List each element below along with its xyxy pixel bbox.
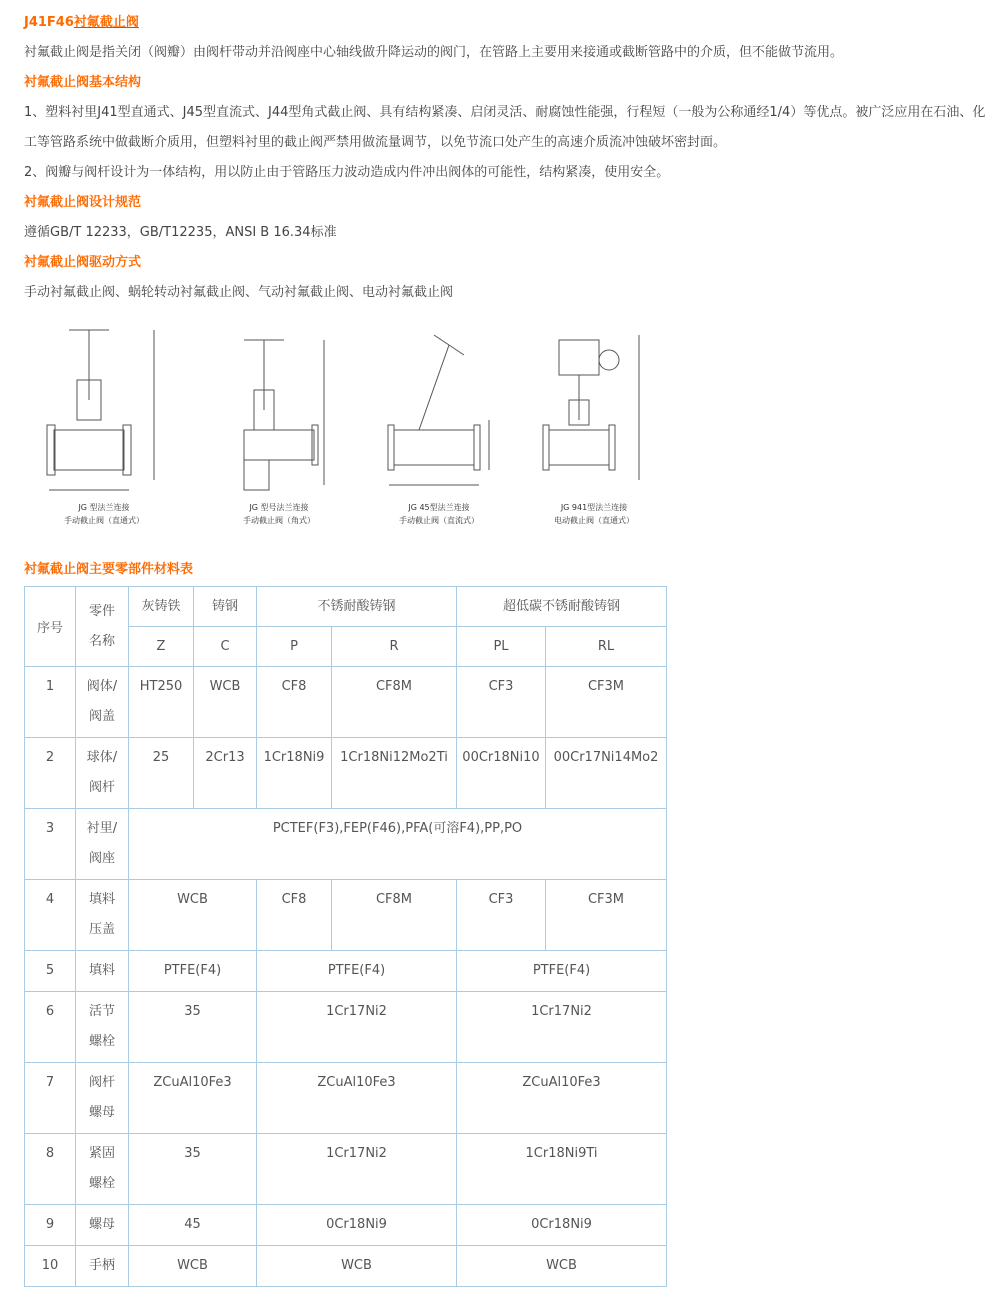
part-name: 活节螺栓 [76,992,129,1063]
row-number: 3 [25,809,76,880]
row-number: 7 [25,1063,76,1134]
material-cell: CF3 [457,880,546,951]
valve-drawing-icon [214,320,344,500]
header-cast-steel: 铸钢 [194,587,257,627]
code-cell: P [257,627,332,667]
material-cell: PTFE(F4) [257,951,457,992]
table-row [25,951,667,992]
material-cell: WCB [194,667,257,738]
material-cell: WCB [457,1246,667,1287]
table-row [25,880,667,951]
material-cell: ZCuAl10Fe3 [257,1063,457,1134]
row-number: 1 [25,667,76,738]
row-number: 4 [25,880,76,951]
header-gray-iron: 灰铸铁 [129,587,194,627]
diagram-angle: JG 型号法兰连接 手动截止阀（角式） [209,320,349,526]
intro-text: 衬氟截止阀是指关闭（阀瓣）由阀杆带动并沿阀座中心轴线做升降运动的阀门，在管路上主要用来接通或截断管路中的介质，但不能做节流用。 [24,45,844,60]
paragraph: 2、阀瓣与阀杆设计为一体结构，用以防止由于管路压力波动造成内件冲出阀体的可能性，结构紧凑，使用安全。 [24,165,670,180]
valve-drawing-icon [374,320,504,500]
code-cell: C [194,627,257,667]
materials-table [24,586,667,1287]
material-cell: CF8M [332,880,457,951]
part-name: 填料 [76,951,129,992]
material-cell: 2Cr13 [194,738,257,809]
material-cell: 45 [129,1205,257,1246]
table-row [25,1063,667,1134]
material-cell: WCB [257,1246,457,1287]
diagram-electric: JG 941型法兰连接 电动截止阀（直通式） [524,320,664,526]
material-cell: CF8 [257,880,332,951]
code-cell: PL [457,627,546,667]
material-cell: 25 [129,738,194,809]
material-cell: HT250 [129,667,194,738]
valve-diagrams [24,320,994,555]
material-cell: CF8M [332,667,457,738]
part-name: 衬里/阀座 [76,809,129,880]
material-cell: 1Cr18Ni12Mo2Ti [332,738,457,809]
table-row [25,1246,667,1287]
part-name: 填料压盖 [76,880,129,951]
part-name: 阀体/阀盖 [76,667,129,738]
valve-drawing-icon [529,320,659,500]
table-row [25,738,667,809]
row-number: 6 [25,992,76,1063]
header-ultra-low-carbon: 超低碳不锈耐酸铸钢 [457,587,667,627]
material-cell: 35 [129,992,257,1063]
table-row [25,1205,667,1246]
material-cell: 0Cr18Ni9 [457,1205,667,1246]
code-cell: Z [129,627,194,667]
row-number: 5 [25,951,76,992]
part-name: 螺母 [76,1205,129,1246]
diagram-y-type: JG 45型法兰连接 手动截止阀（直流式） [369,320,509,526]
material-cell: WCB [129,1246,257,1287]
material-cell: 35 [129,1134,257,1205]
material-cell: PCTEF(F3),FEP(F46),PFA(可溶F4),PP,PO [129,809,667,880]
material-cell: 1Cr18Ni9 [257,738,332,809]
title-link[interactable]: 衬氟截止阀 [73,15,139,30]
table-row [25,1134,667,1205]
material-cell: 1Cr18Ni9Ti [457,1134,667,1205]
material-cell: 00Cr18Ni10 [457,738,546,809]
part-name: 阀杆螺母 [76,1063,129,1134]
section-heading: 衬氟截止阀基本结构 [24,75,142,90]
material-cell: ZCuAl10Fe3 [457,1063,667,1134]
paragraph: 遵循GB/T 12233，GB/T12235，ANSI B 16.34标准 [24,225,337,240]
section-heading: 衬氟截止阀设计规范 [24,195,142,210]
material-cell: ZCuAl10Fe3 [129,1063,257,1134]
material-cell: 1Cr17Ni2 [257,1134,457,1205]
paragraph: 手动衬氟截止阀、蜗轮转动衬氟截止阀、气动衬氟截止阀、电动衬氟截止阀 [24,285,454,300]
row-number: 10 [25,1246,76,1287]
header-no: 序号 [25,587,76,667]
material-cell: CF8 [257,667,332,738]
row-number: 9 [25,1205,76,1246]
page-title: J41F46衬氟截止阀 [24,15,139,30]
material-cell: CF3M [546,880,667,951]
material-cell: 00Cr17Ni14Mo2 [546,738,667,809]
header-stainless: 不锈耐酸铸钢 [257,587,457,627]
material-cell: WCB [129,880,257,951]
header-part: 零件名称 [76,587,129,667]
table-title: 衬氟截止阀主要零部件材料表 [24,562,194,577]
material-cell: CF3 [457,667,546,738]
code-cell: RL [546,627,667,667]
valve-drawing-icon [39,320,169,500]
section-heading: 衬氟截止阀驱动方式 [24,255,142,270]
table-row [25,667,667,738]
diagram-straight: JG 型法兰连接 手动截止阀（直通式） [34,320,174,526]
material-cell: PTFE(F4) [129,951,257,992]
part-name: 紧固螺栓 [76,1134,129,1205]
code-cell: R [332,627,457,667]
table-row [25,992,667,1063]
article [24,8,994,585]
material-cell: 1Cr17Ni2 [257,992,457,1063]
material-cell: PTFE(F4) [457,951,667,992]
material-cell: 0Cr18Ni9 [257,1205,457,1246]
paragraph: 1、塑料衬里J41型直通式、J45型直流式、J44型角式截止阀、具有结构紧凑、启闭灵活、耐腐蚀性能强，行程短（一般为公称通经1/4）等优点。被广泛应用在石油、化工等管路系统中做截断介质用，但塑料衬里的截止阀严禁用做流量调节，以免节流口处产生的高速介质流冲蚀破坏密封面。 [24,105,986,150]
part-name: 手柄 [76,1246,129,1287]
table-row [25,809,667,880]
material-cell: 1Cr17Ni2 [457,992,667,1063]
material-cell: CF3M [546,667,667,738]
row-number: 2 [25,738,76,809]
part-name: 球体/阀杆 [76,738,129,809]
row-number: 8 [25,1134,76,1205]
